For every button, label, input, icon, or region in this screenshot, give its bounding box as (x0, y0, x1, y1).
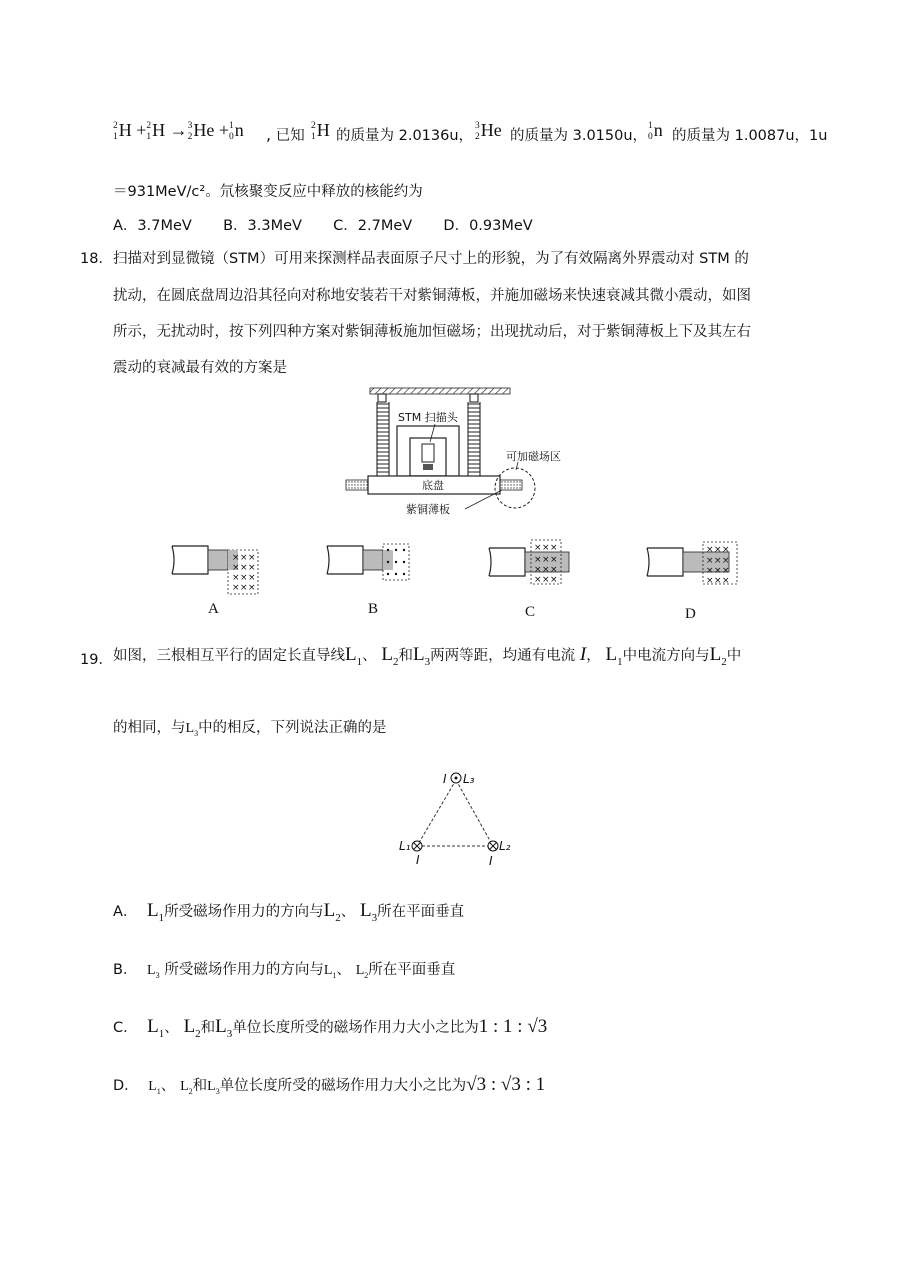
svg-text:×: × (714, 545, 722, 555)
ratio-c: 1 : 1 : √3 (478, 1016, 548, 1037)
svg-text:×: × (248, 563, 256, 573)
q17-option-d[interactable]: D．0.93MeV (443, 218, 533, 234)
q19-line-1: 如图，三根相互平行的固定长直导线$L_1$、 $L_2$和$L_3$两两等距，均通有电流 I， $L_1$中电流方向与$L_2$中 (113, 644, 742, 668)
deuterium-mass: 的质量为 2.0136u， (336, 128, 474, 144)
svg-text:×: × (232, 553, 240, 563)
copper-plate-label: 紫铜薄板 (406, 503, 450, 516)
svg-text:×: × (550, 543, 558, 553)
q18-number: 18． (80, 251, 113, 267)
svg-text:×: × (534, 555, 542, 565)
svg-text:×: × (232, 563, 240, 573)
svg-text:×: × (240, 573, 248, 583)
ratio-d: √3 : √3 : 1 (466, 1074, 546, 1095)
q18-line-2: 扰动，在圆底盘周边沿其径向对称地安装若干对紫铜薄板，并施加磁场来快速衰减其微小震动，如图 (113, 288, 751, 304)
q18-line-3: 所示，无扰动时，按下列四种方案对紫铜薄板施加恒磁场；出现扰动后，对于紫铜薄板上下及其左右 (113, 324, 751, 340)
svg-text:×: × (232, 573, 240, 583)
svg-text:×: × (534, 565, 542, 575)
wire-l3-out-of-page (451, 773, 461, 783)
option-b-diagram (325, 540, 425, 596)
q19-number: 19． (80, 652, 113, 668)
svg-text:×: × (240, 563, 248, 573)
svg-text:×: × (542, 575, 550, 585)
l1-current-label: I (416, 853, 420, 867)
svg-text:×: × (542, 555, 550, 565)
svg-text:×: × (550, 555, 558, 565)
right-spring (468, 394, 480, 476)
svg-text:×: × (550, 565, 558, 575)
helium-symbol: 3 2 He (475, 120, 502, 142)
svg-text:×: × (714, 576, 722, 586)
q19-option-a[interactable]: A． $L_1$所受磁场作用力的方向与$L_2$、 $L_3$所在平面垂直 (113, 900, 465, 924)
left-spring (377, 394, 389, 476)
svg-text:×: × (722, 576, 730, 586)
wire-l1-into-page (412, 841, 422, 851)
right-copper-plate (500, 480, 522, 490)
l1-wire-label: L₁ (399, 839, 411, 853)
svg-text:×: × (248, 583, 256, 593)
q17-line2: ＝931MeV/c²。氘核聚变反应中释放的核能约为 (113, 184, 423, 200)
q17-option-a[interactable]: A．3.7MeV (113, 218, 192, 234)
q19-line-2: 的相同，与$L_3$中的相反，下列说法正确的是 (113, 720, 387, 738)
svg-text:×: × (240, 583, 248, 593)
q19-option-d[interactable]: D． $L_1$、 $L_2$和$L_3$单位长度所受的磁场作用力大小之比为√3 : √3 : 1 (113, 1074, 546, 1096)
q17-known-text: , 已知 (266, 125, 305, 144)
option-c-label[interactable]: C (525, 604, 536, 620)
svg-text:×: × (722, 556, 730, 566)
q18-line-4: 震动的衰减最有效的方案是 (113, 360, 287, 376)
q17-equation-line (113, 120, 244, 143)
nuclear-equation: 2 1 H + 2 1 H → 3 2 He + 1 0 n (113, 120, 244, 142)
base-label: 底盘 (422, 479, 444, 492)
svg-text:×: × (714, 566, 722, 576)
svg-text:×: × (248, 573, 256, 583)
q19-option-b[interactable]: B． $L_3$ 所受磁场作用力的方向与$L_1$、 $L_2$所在平面垂直 (113, 962, 456, 980)
svg-text:×: × (706, 556, 714, 566)
helium-mass: 的质量为 3.0150u， (510, 128, 648, 144)
svg-text:×: × (534, 575, 542, 585)
svg-text:×: × (714, 556, 722, 566)
field-into-page-marks (232, 553, 256, 593)
svg-text:×: × (722, 566, 730, 576)
deuterium-symbol: 2 1 H (311, 120, 330, 142)
option-d-diagram (645, 540, 745, 596)
stm-figure (330, 382, 570, 517)
l2-wire-label: L₂ (499, 839, 511, 853)
q17-option-b[interactable]: B．3.3MeV (223, 218, 302, 234)
option-a-diagram (170, 540, 270, 596)
neutron-symbol: 1 0 n (648, 120, 663, 142)
q17-option-c[interactable]: C．2.7MeV (333, 218, 413, 234)
wires-triangle-figure (395, 763, 525, 873)
svg-text:×: × (706, 566, 714, 576)
neutron-mass: 的质量为 1.0087u，1u (672, 128, 828, 144)
ceiling (370, 388, 510, 394)
wire-l2-into-page (488, 841, 498, 851)
q19-option-c[interactable]: C． $L_1$、 $L_2$和$L_3$单位长度所受的磁场作用力大小之比为1 : 1 : √3 (113, 1016, 548, 1040)
svg-text:×: × (232, 583, 240, 593)
svg-text:×: × (722, 545, 730, 555)
svg-text:×: × (240, 553, 248, 563)
svg-text:×: × (550, 575, 558, 585)
svg-text:×: × (542, 543, 550, 553)
l3-current-label: I (443, 772, 447, 786)
option-c-diagram (487, 538, 587, 594)
q17-options (113, 214, 533, 235)
q18-line-1: 扫描对到显微镜（STM）可用来探测样品表面原子尺寸上的形貌，为了有效隔离外界震动对 STM 的 (113, 251, 749, 267)
option-b-label[interactable]: B (368, 601, 379, 617)
stm-head-label: STM 扫描头 (398, 411, 458, 424)
svg-text:×: × (542, 565, 550, 575)
option-d-label[interactable]: D (685, 606, 696, 622)
left-copper-plate (346, 480, 368, 490)
l2-current-label: I (489, 854, 493, 868)
field-region-label: 可加磁场区 (506, 450, 561, 463)
option-a-label[interactable]: A (208, 601, 219, 617)
l3-wire-label: L₃ (463, 772, 475, 786)
svg-text:×: × (706, 576, 714, 586)
svg-text:×: × (248, 553, 256, 563)
svg-text:×: × (706, 545, 714, 555)
svg-text:×: × (534, 543, 542, 553)
